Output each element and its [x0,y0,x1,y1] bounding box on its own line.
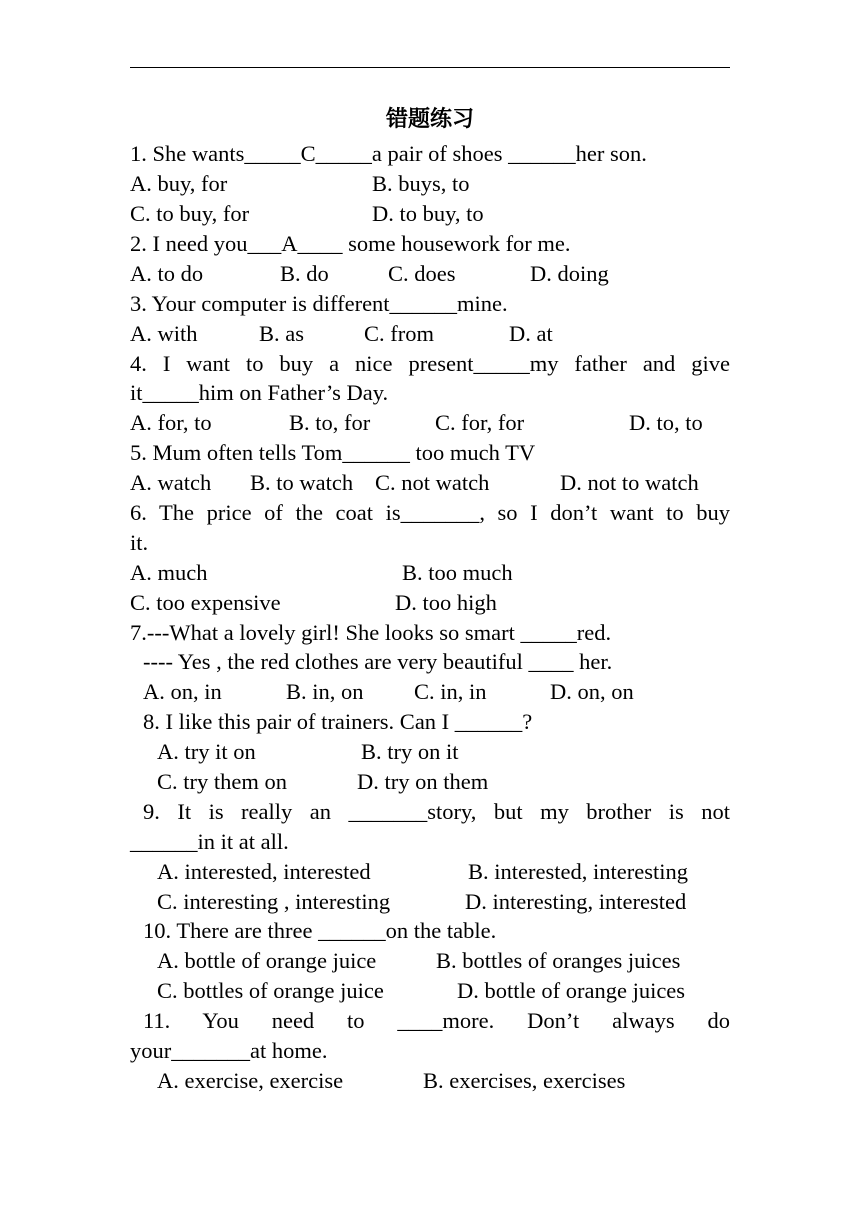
question-4-stem-line-1: 4. I want to buy a nice present_____my father and give [130,351,730,376]
question-3-option-d: D. at [509,321,553,346]
question-8-stem: 8. I like this pair of trainers. Can I ______? [143,709,533,734]
question-7-option-a: A. on, in [143,679,222,704]
question-9-option-d: D. interesting, interested [465,889,687,914]
question-11-option-a: A. exercise, exercise [157,1068,344,1093]
question-10-option-a: A. bottle of orange juice [157,948,377,973]
question-9-option-a: A. interested, interested [157,859,371,884]
header-rule [130,67,730,68]
question-2-option-a: A. to do [130,261,204,286]
question-3-stem: 3. Your computer is different______mine. [130,291,508,316]
question-7-stem-line-2: ---- Yes , the red clothes are very beautiful ____ her. [143,649,613,674]
question-4-option-c: C. for, for [435,410,525,435]
question-6-stem-line-2: it. [130,530,149,555]
question-10-option-d: D. bottle of orange juices [457,978,686,1003]
page-title: 错题练习 [385,107,474,132]
question-4-option-a: A. for, to [130,410,212,435]
question-1-option-c: C. to buy, for [130,201,250,226]
question-9-option-b: B. interested, interesting [468,859,688,884]
question-2-option-d: D. doing [530,261,609,286]
question-1-stem: 1. She wants_____C_____a pair of shoes ______her son. [130,141,647,166]
question-1-option-a: A. buy, for [130,171,228,196]
question-1-option-b: B. buys, to [372,171,470,196]
question-10-option-b: B. bottles of oranges juices [436,948,681,973]
question-6-stem-line-1: 6. The price of the coat is_______, so I don’t want to buy [130,500,730,525]
question-11-stem-line-1: 11. You need to ____more. Don’t always do [143,1008,730,1033]
question-8-option-a: A. try it on [157,739,256,764]
question-7-option-d: D. on, on [550,679,634,704]
question-9-stem-line-1: 9. It is really an _______story, but my brother is not [143,799,730,824]
question-4-option-b: B. to, for [289,410,371,435]
question-8-option-d: D. try on them [357,769,489,794]
question-10-stem: 10. There are three ______on the table. [143,918,497,943]
question-3-option-b: B. as [259,321,304,346]
question-6-option-c: C. too expensive [130,590,281,615]
question-5-stem: 5. Mum often tells Tom______ too much TV [130,440,536,465]
question-5-option-b: B. to watch [250,470,354,495]
question-8-option-b: B. try on it [361,739,459,764]
question-9-option-c: C. interesting , interesting [157,889,391,914]
question-3-option-c: C. from [364,321,434,346]
question-8-option-c: C. try them on [157,769,287,794]
question-6-option-d: D. too high [395,590,497,615]
question-5-option-d: D. not to watch [560,470,699,495]
question-7-option-b: B. in, on [286,679,364,704]
question-5-option-c: C. not watch [375,470,490,495]
question-2-stem: 2. I need you___A____ some housework for me. [130,231,571,256]
question-2-option-c: C. does [388,261,456,286]
question-4-option-d: D. to, to [629,410,703,435]
question-9-stem-line-2: ______in it at all. [130,829,289,854]
question-1-option-d: D. to buy, to [372,201,484,226]
question-2-option-b: B. do [280,261,329,286]
question-6-option-a: A. much [130,560,208,585]
question-3-option-a: A. with [130,321,198,346]
question-11-option-b: B. exercises, exercises [423,1068,626,1093]
question-7-stem-line-1: 7.---What a lovely girl! She looks so smart _____red. [130,620,612,645]
question-10-option-c: C. bottles of orange juice [157,978,384,1003]
question-5-option-a: A. watch [130,470,212,495]
question-6-option-b: B. too much [402,560,513,585]
question-11-stem-line-2: your_______at home. [130,1038,328,1063]
question-4-stem-line-2: it_____him on Father’s Day. [130,380,389,405]
question-7-option-c: C. in, in [414,679,487,704]
